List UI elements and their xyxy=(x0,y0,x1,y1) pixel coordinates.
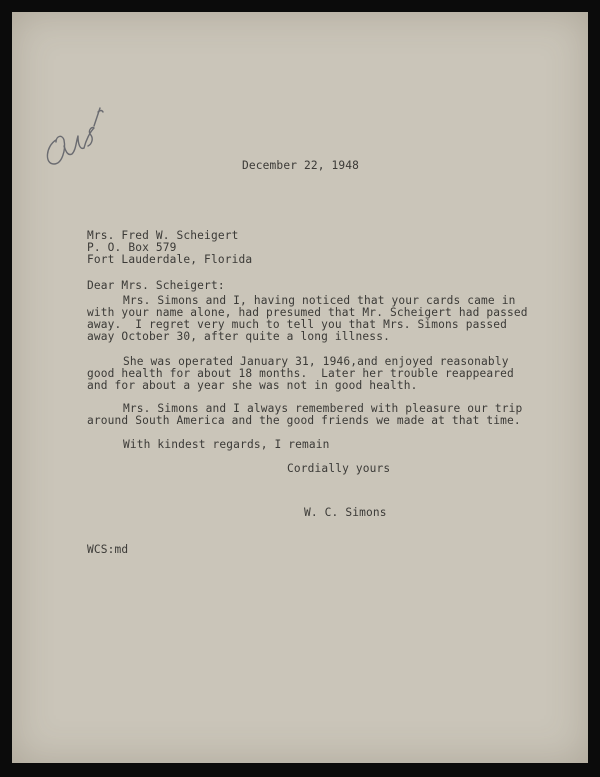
salutation: Dear Mrs. Scheigert: xyxy=(87,279,225,292)
handwritten-note-ans xyxy=(40,90,110,180)
paragraph-4: With kindest regards, I remain xyxy=(123,438,330,451)
paragraph-1-line-3: away. I regret very much to tell you that Mrs. Simons passed xyxy=(87,318,508,331)
paragraph-3-line-2: around South America and the good friends we made at that time. xyxy=(87,414,521,427)
address-line-1: Mrs. Fred W. Scheigert xyxy=(87,229,239,242)
paragraph-2-line-2: good health for about 18 months. Later her trouble reappeared xyxy=(87,367,514,380)
reference-initials: WCS:md xyxy=(87,543,129,556)
paragraph-1-line-4: away October 30, after quite a long illness. xyxy=(87,330,390,343)
address-line-3: Fort Lauderdale, Florida xyxy=(87,253,253,266)
paragraph-2-line-3: and for about a year she was not in good health. xyxy=(87,379,418,392)
signature: W. C. Simons xyxy=(304,506,387,519)
paragraph-1-line-1: Mrs. Simons and I, having noticed that your cards came in xyxy=(123,294,516,307)
letter-date: December 22, 1948 xyxy=(242,159,360,172)
paragraph-1-line-2: with your name alone, had presumed that Mr. Scheigert had passed xyxy=(87,306,528,319)
paragraph-2-line-1: She was operated January 31, 1946,and enjoyed reasonably xyxy=(123,355,509,368)
closing: Cordially yours xyxy=(287,462,391,475)
address-line-2: P. O. Box 579 xyxy=(87,241,177,254)
paragraph-3-line-1: Mrs. Simons and I always remembered with pleasure our trip xyxy=(123,402,523,415)
letter-page xyxy=(12,12,588,763)
